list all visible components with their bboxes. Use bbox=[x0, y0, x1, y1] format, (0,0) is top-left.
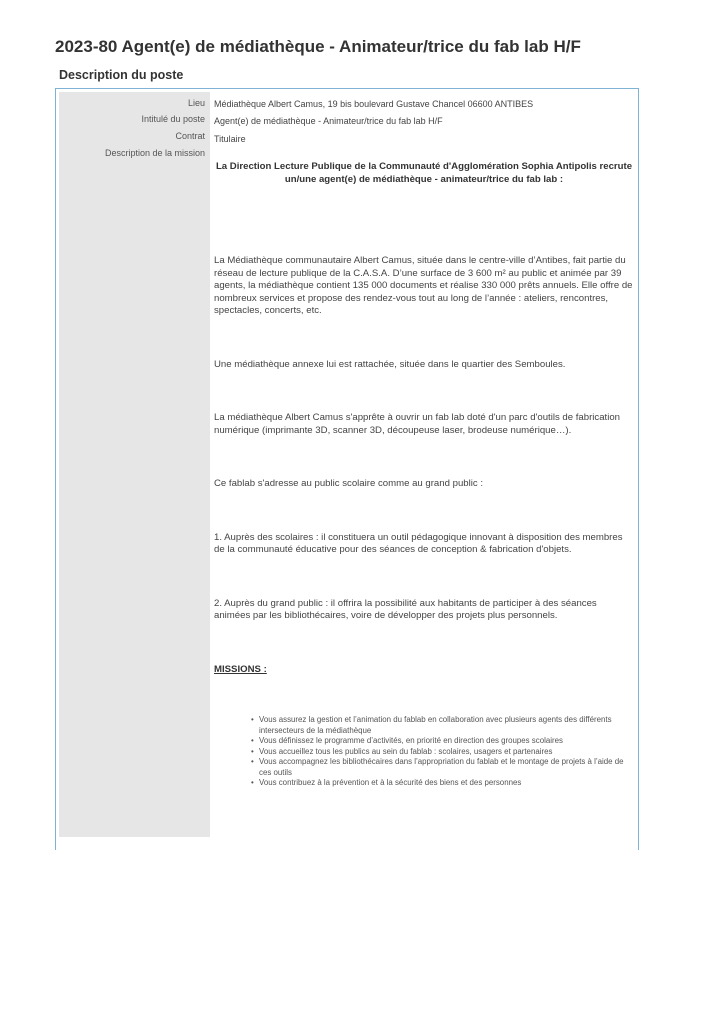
paragraph: 2. Auprès du grand public : il offrira la possibilité aux habitants de participer à des séances animées par les bibliothécaires, voire de développer des projets plus personnels. bbox=[214, 597, 597, 621]
label-intitule: Intitulé du poste bbox=[141, 114, 205, 124]
mission-headline: La Direction Lecture Publique de la Communauté d'Agglomération Sophia Antipolis recrute un/une agent(e) de médiathèque - animateur/trice du fab lab : bbox=[215, 161, 633, 185]
label-contrat: Contrat bbox=[175, 131, 205, 141]
mission-description bbox=[214, 161, 634, 789]
label-mission: Description de la mission bbox=[104, 148, 205, 158]
paragraph: La médiathèque Albert Camus s'apprête à ouvrir un fab lab doté d'un parc d'outils de fabrication numérique (imprimante 3D, scanner 3D, découpeuse laser, brodeuse numérique…). bbox=[214, 412, 621, 436]
label-lieu: Lieu bbox=[187, 98, 205, 108]
missions-heading: MISSIONS : bbox=[214, 663, 267, 675]
page-title: 2023-80 Agent(e) de médiathèque - Animateur/trice du fab lab H/F bbox=[55, 37, 581, 56]
job-details-panel bbox=[55, 88, 639, 850]
missions-list bbox=[214, 715, 634, 789]
section-title: Description du poste bbox=[59, 68, 184, 82]
value-lieu: Médiathèque Albert Camus, 19 bis boulevard Gustave Chancel 06600 ANTIBES bbox=[214, 99, 534, 109]
mission-item: • Vous accompagnez les bibliothécaires dans l’appropriation du fablab et le montage de projets à l’aide de ces outils bbox=[251, 757, 634, 778]
mission-item: • Vous accueillez tous les publics au sein du fablab : scolaires, usagers et partenaires bbox=[251, 747, 634, 758]
value-intitule: Agent(e) de médiathèque - Animateur/trice du fab lab H/F bbox=[214, 116, 443, 126]
label-column bbox=[59, 92, 210, 837]
mission-item: • Vous assurez la gestion et l’animation du fablab en collaboration avec plusieurs agents des différents intersecteurs de la médiathèque bbox=[251, 715, 634, 736]
mission-item: • Vous contribuez à la prévention et à la sécurité des biens et des personnes bbox=[251, 778, 634, 789]
paragraph: Une médiathèque annexe lui est rattachée, située dans le quartier des Semboules. bbox=[214, 358, 566, 370]
paragraph: 1. Auprès des scolaires : il constituera un outil pédagogique innovant à disposition des membres de la communauté éducative pour des séances de conception & fabrication d'objets. bbox=[214, 531, 623, 555]
value-contrat: Titulaire bbox=[214, 134, 246, 144]
mission-item: • Vous définissez le programme d’activités, en priorité en direction des groupes scolaires bbox=[251, 736, 634, 747]
paragraph: La Médiathèque communautaire Albert Camus, située dans le centre-ville d’Antibes, fait partie du réseau de lecture publique de la C.A.S.A. D’une surface de 3 600 m² au public et animée par 39 agents, la médiathèque contient 135 000 documents et réalise 330 000 prêts annuels. Elle offre de nombreux services et propose des rendez-vous tout au long de l’année : ateliers, rencontres, spectacles, concerts, etc. bbox=[214, 255, 633, 316]
paragraph: Ce fablab s'adresse au public scolaire comme au grand public : bbox=[214, 478, 484, 489]
